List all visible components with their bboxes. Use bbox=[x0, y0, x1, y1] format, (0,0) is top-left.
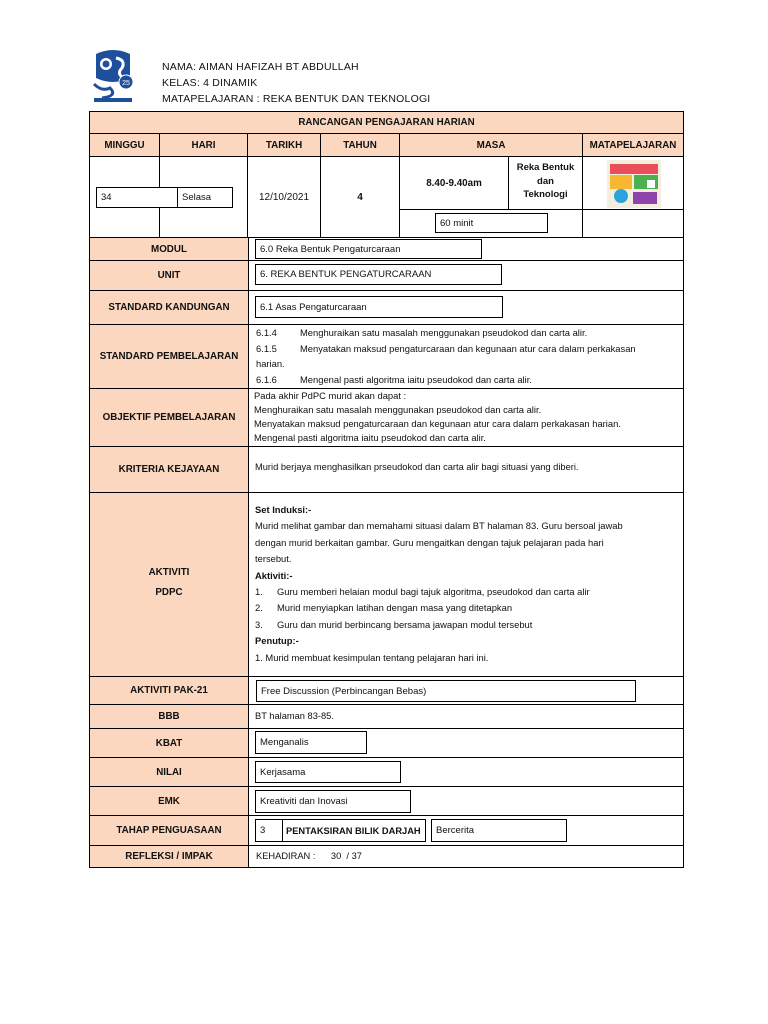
penutup-heading: Penutup:- bbox=[255, 635, 299, 647]
aktiviti-step-1: 1. Guru memberi helaian modul bagi tajuk algoritma, pseudokod dan carta alir bbox=[255, 586, 590, 598]
pbd-label: PENTAKSIRAN BILIK DARJAH bbox=[275, 819, 426, 842]
objektif-label: OBJEKTIF PEMBELAJARAN bbox=[89, 388, 249, 447]
standard-pembelajaran-list bbox=[256, 325, 636, 387]
aktiviti-label-cell bbox=[89, 492, 249, 677]
book-cover-cell bbox=[582, 156, 684, 210]
set-induksi-heading: Set Induksi:- bbox=[255, 504, 312, 515]
bbb-value: BT halaman 83-85. bbox=[255, 711, 334, 721]
standard-kandungan-label: STANDARD KANDUNGAN bbox=[89, 290, 249, 325]
logo-number: 25 bbox=[122, 80, 130, 87]
objektif-line-4: Mengenal pasti algoritma iaitu pseudokod dan carta alir. bbox=[254, 432, 486, 443]
nilai-value: Kerjasama bbox=[255, 761, 401, 783]
refleksi-value: KEHADIRAN : 30 / 37 bbox=[256, 851, 362, 861]
sp-item-3: 6.1.6 Mengenal pasti algoritma iaitu pseudokod dan carta alir. bbox=[256, 373, 532, 385]
standard-kandungan-value: 6.1 Asas Pengaturcaraan bbox=[255, 296, 503, 318]
modul-label: MODUL bbox=[89, 237, 249, 261]
sp-item-2-cont: harian. bbox=[256, 358, 285, 369]
unit-value: 6. REKA BENTUK PENGATURCARAAN bbox=[255, 264, 502, 285]
class-name: KELAS: 4 DINAMIK bbox=[162, 77, 258, 89]
tahun-value: 4 bbox=[320, 156, 400, 238]
subject-cell bbox=[508, 156, 583, 210]
duration-value: 60 minit bbox=[435, 213, 548, 233]
col-hari: HARI bbox=[159, 133, 248, 157]
objektif-line-1: Pada akhir PdPC murid akan dapat : bbox=[254, 390, 407, 401]
objektif-line-2: Menghuraikan satu masalah menggunakan pseudokod dan carta alir. bbox=[254, 404, 542, 415]
aktiviti-step-3: 3. Guru dan murid berbincang bersama jawapan modul tersebut bbox=[255, 618, 533, 630]
induksi-line-3: tersebut. bbox=[255, 553, 292, 565]
textbook-cover-image bbox=[607, 160, 661, 208]
kriteria-value: Murid berjaya menghasilkan prseudokod dan carta alir bagi situasi yang diberi. bbox=[255, 462, 579, 472]
aktiviti-label: AKTIVITI bbox=[148, 567, 190, 578]
hari-value: Selasa bbox=[177, 187, 233, 208]
aktiviti-heading: Aktiviti:- bbox=[255, 569, 293, 581]
sp-item-2: 6.1.5 Menyatakan maksud pengaturcaraan dan kegunaan atur cara dalam perkakasan bbox=[256, 342, 636, 354]
pdpc-label: PDPC bbox=[155, 587, 183, 598]
kbat-value: Menganalis bbox=[255, 731, 367, 754]
tahap-label: TAHAP PENGUASAAN bbox=[89, 815, 249, 846]
unit-label: UNIT bbox=[89, 260, 249, 291]
pak21-label: AKTIVITI PAK-21 bbox=[89, 676, 249, 705]
minggu-value: 34 bbox=[96, 187, 178, 208]
emk-label: EMK bbox=[89, 786, 249, 816]
sp-item-1: 6.1.4 Menghuraikan satu masalah menggunakan pseudokod dan carta alir. bbox=[256, 327, 588, 338]
pak21-value: Free Discussion (Perbincangan Bebas) bbox=[256, 680, 636, 702]
blank-cell bbox=[582, 209, 684, 238]
tarikh-value: 12/10/2021 bbox=[247, 156, 321, 238]
penutup-line: 1. Murid membuat kesimpulan tentang pelajaran hari ini. bbox=[255, 651, 489, 663]
subject-name: MATAPELAJARAN : REKA BENTUK DAN TEKNOLOGI bbox=[162, 93, 431, 105]
col-tahun: TAHUN bbox=[320, 133, 400, 157]
tahap-value: 3 bbox=[255, 819, 283, 842]
induksi-line-2: dengan murid berkaitan gambar. Guru mengaitkan dengan tajuk pelajaran pada hari bbox=[255, 536, 604, 548]
masa-value: 8.40-9.40am bbox=[399, 156, 509, 210]
induksi-line-1: Murid melihat gambar dan memahami situasi dalam BT halaman 83. Guru bersoal jawab bbox=[255, 520, 623, 532]
pbd-value: Bercerita bbox=[431, 819, 567, 842]
col-matapelajaran: MATAPELAJARAN bbox=[582, 133, 684, 157]
nilai-label: NILAI bbox=[89, 757, 249, 787]
subject-line-3: Teknologi bbox=[523, 189, 568, 200]
kbat-label: KBAT bbox=[89, 728, 249, 758]
subject-line-2: dan bbox=[537, 175, 554, 187]
refleksi-label: REFLEKSI / IMPAK bbox=[89, 845, 249, 868]
emk-value: Kreativiti dan Inovasi bbox=[255, 790, 411, 813]
col-masa: MASA bbox=[399, 133, 583, 157]
objektif-list bbox=[254, 389, 621, 445]
modul-value: 6.0 Reka Bentuk Pengaturcaraan bbox=[255, 239, 482, 259]
student-name: NAMA: AIMAN HAFIZAH BT ABDULLAH bbox=[162, 61, 359, 73]
school-logo bbox=[88, 48, 138, 106]
kriteria-label: KRITERIA KEJAYAAN bbox=[89, 446, 249, 493]
col-tarikh: TARIKH bbox=[247, 133, 321, 157]
col-minggu: MINGGU bbox=[89, 133, 160, 157]
table-title: RANCANGAN PENGAJARAN HARIAN bbox=[89, 111, 684, 134]
bbb-label: BBB bbox=[89, 704, 249, 729]
aktiviti-step-2: 2. Murid menyiapkan latihan dengan masa yang ditetapkan bbox=[255, 602, 513, 614]
subject-line-1: Reka Bentuk bbox=[516, 162, 575, 173]
objektif-line-3: Menyatakan maksud pengaturcaraan dan kegunaan atur cara dalam perkakasan harian. bbox=[254, 418, 621, 429]
lesson-plan-table bbox=[89, 111, 684, 868]
aktiviti-content bbox=[255, 502, 623, 666]
standard-pembelajaran-label: STANDARD PEMBELAJARAN bbox=[89, 324, 249, 389]
